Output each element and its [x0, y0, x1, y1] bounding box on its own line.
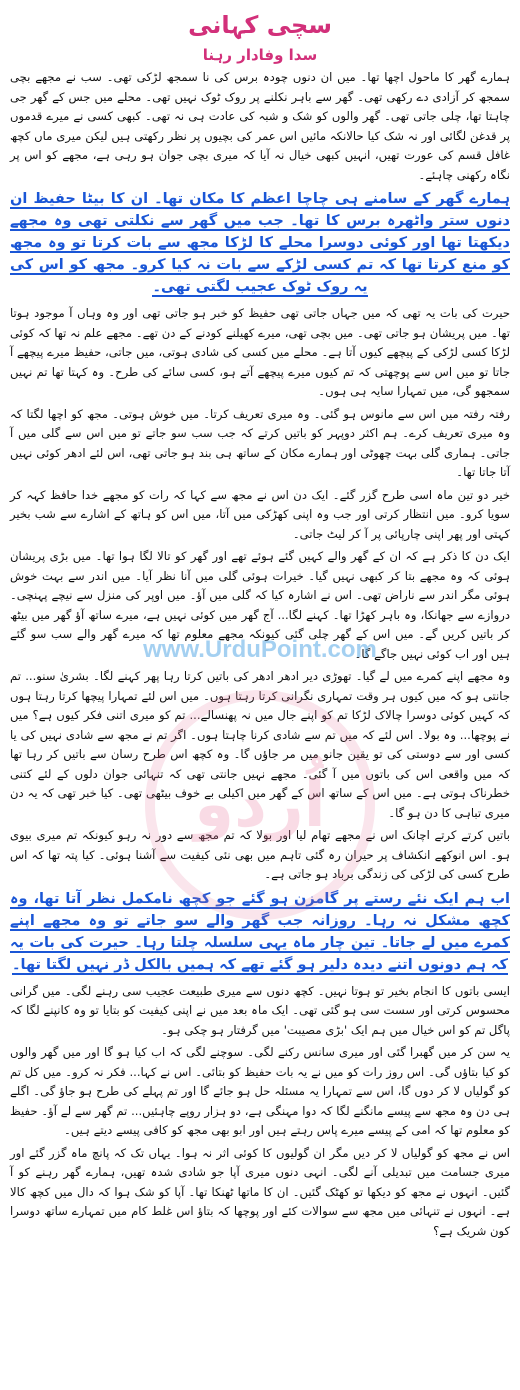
watermark-site: www.UrduPoint.com: [143, 636, 377, 663]
paragraph: وہ مجھے اپنے کمرے میں لے گیا۔ تھوڑی دیر ادھر ادھر کی باتیں کرتا رہا پھر کہنے لگا۔ بشریٰ سنو... تم جانتی ہو کہ میں کیوں ہر وقت تمہاری نگرانی کرتا رہتا ہوں۔ میں اس لئے تمہارا پیچھا کرتا رہتا ہوں کہ کہیں کوئی دوسرا چالاک لڑکا تم کو اپنے جال میں نہ پھنسالے... تم کو میری اتنی فکر کیوں ہے؟ میں نے پوچھا... وہ بولا۔ اس لئے کہ میں تم سے شادی کرنا چاہتا ہوں۔ اگر تم نے مجھ سے شادی نہیں کی یا کسی اور سے دوستی کی تو یقین جانو میں مر جاؤں گا۔ وہ کچھ اس طرح رسان سے باتیں کر رہا تھا کہ میں واقعی اس کی باتوں میں آ گئی۔ مجھے نہیں جانتی تھی کہ تنہائی جوان دلوں کے لئے کتنی خطرناک ہوتی ہے۔ میں اس کے ساتھ اس کے گھر میں اکیلی بے خوف بیٹھی تھی۔ کیا خبر تھی کہ یہ دن میری تباہی کا دن ہو گا۔: [10, 669, 510, 820]
highlighted-paragraph: [10, 188, 510, 298]
page-title: سچی کہانی: [188, 11, 332, 39]
highlighted-paragraph: [10, 888, 510, 976]
watermark-mark: اُردو: [194, 768, 326, 842]
paragraph: باتیں کرتے کرتے اچانک اس نے مجھے تھام لیا اور بولا کہ تم مجھ سے دور نہ رہو کیونکہ تم میری بیوی ہو۔ اس انوکھے انکشاف پر حیران رہ گئی تاہم میں بھی نئی کیفیت سے آشنا ہوئی۔ کیا پتہ تھا کہ اس طرح کسی کی لڑکی کی زندگی برباد ہو جاتی ہے۔: [10, 828, 510, 881]
paragraph: رفتہ رفتہ میں اس سے مانوس ہو گئی۔ وہ میری تعریف کرتا۔ میں خوش ہوتی۔ مجھ کو اچھا لگتا کہ وہ میری تعریف کرے۔ ہم اکثر دوپہر کو باتیں کرتے کہ جب سب سو جاتے تو میں اس سے گلی میں آ جاتی۔ ہماری گلی بہت چھوٹی اور ہمارے مکان کے ساتھ ہی بند ہو جاتی تھی، اس لئے ادھر کوئی نہیں آتا جاتا تھا۔: [10, 406, 510, 479]
article-body: [10, 68, 510, 1241]
paragraph: یہ سن کر میں گھبرا گئی اور میری سانس رکنے لگی۔ سوچنے لگی کہ اب کیا ہو گا اور میں گھر والوں کو کیا بتاؤں گی۔ اس روز رات کو میں نے یہ بات حفیظ کو بتائی۔ اس نے کہا... فکر نہ کرو۔ میں کل تم کو گولیاں لا کر دوں گا، اس سے تمہارا یہ مسئلہ حل ہو جائے گا اور تم پہلے کی طرح ہو جاؤ گی۔ اگلے ہی دن وہ مجھ سے پیسے مانگنے لگا کہ دوا مہنگی ہے، دو ہزار روپے چاہئیں... تم گھر سے لے آؤ۔ حفیظ کو معلوم تھا کہ امی کے پیسے میرے پاس رہتے ہیں اور ابو بھی مجھ کو کافی پیسے دیتے ہیں۔: [10, 1045, 510, 1137]
paragraph: حیرت کی بات یہ تھی کہ میں جہاں جاتی تھی حفیظ کو خبر ہو جاتی تھی اور وہ وہاں آ موجود ہوتا تھا۔ میں پریشان ہو جاتی تھی۔ میں بچی تھی، میرے کھیلنے کودنے کے دن تھے۔ مجھے علم نہ تھا کہ کوئی لڑکا کسی لڑکی کے پیچھے کیوں آتا ہے۔ محلے میں کسی کی شادی ہوتی، میں جاتی، حفیظ میرے پیچھے آ جاتا تو میں اس سے پوچھتی کہ تم کیوں میرے پیچھے آتے ہو، کسی سائے کی طرح۔ وہ کہتا تھا تم نہیں سمجھو گی، میں تمہارا سایہ ہی ہوں۔: [10, 306, 510, 398]
page-subtitle: سدا وفادار رہنا: [202, 46, 318, 64]
paragraph: خیر دو تین ماہ اسی طرح گزر گئے۔ ایک دن اس نے مجھ سے کہا کہ رات کو مجھے خدا حافظ کہہ کر سویا کرو۔ میں انتظار کرتی اور جب وہ اپنی کھڑکی میں آتا، میں اس کو ہاتھ کے اشارے سے شب بخیر کہتی اور پھر اپنی چارپائی پر آ کر لیٹ جاتی۔: [10, 487, 510, 541]
paragraph: ہمارے گھر کا ماحول اچھا تھا۔ میں ان دنوں چودہ برس کی نا سمجھ لڑکی تھی۔ سب نے مجھے بچی سمجھ کر آزادی دے رکھی تھی۔ گھر سے باہر نکلنے پر روک ٹوک نہیں تھی۔ محلے میں جس کے گھر جی چاہتا تھا، چلی جاتی تھی۔ گھر والوں کو شک و شبہ کی عادت ہی نہ تھی۔ کبھی کسی نے میرے قدموں پر قدغن لگائی اور نہ شک کیا حالانکہ مائیں اس عمر کی بچیوں پر نظر رکھتی ہیں لیکن میری ماں کچھ غافل قسم کی عورت تھیں، انہیں کبھی خیال نہ آیا کہ میری بچی جوان ہو رہی ہے، مجھے کو اس پر نگاہ رکھنی چاہئے۔: [10, 70, 510, 182]
highlighted-paragraph-text: اب ہم ایک نئے رستے پر گامزن ہو گئے جو کچھ نامکمل نظر آتا تھا، وہ کچھ مشکل نہ رہا۔ روزانہ جب گھر والے سو جاتے تو وہ مجھے اپنے کمرے میں لے جاتا۔ تین چار ماہ یہی سلسلہ چلتا رہا۔ حیرت کی بات یہ کہ ہم دونوں اتنے دیدہ دلیر ہو گئے تھے کہ ہمیں بالکل ڈر نہیں لگتا تھا۔: [10, 890, 510, 973]
highlighted-paragraph-text: ہمارے گھر کے سامنے ہی چاچا اعظم کا مکان تھا۔ ان کا بیٹا حفیظ ان دنوں ستر واٹھرہ برس کا تھا۔ جب میں گھر سے نکلتی تھی وہ مجھے دیکھتا تھا اور کوئی دوسرا محلے کا لڑکا مجھ سے بات کرتا تو وہ مجھ کو منع کرتا تھا کہ تم کسی لڑکے سے بات نہ کیا کرو۔ مجھ کو اس کی یہ روک ٹوک عجیب لگتی تھی۔: [10, 191, 510, 295]
paragraph: ایک دن کا ذکر ہے کہ ان کے گھر والے کہیں گئے ہوئے تھے اور گھر کو تالا لگا ہوا تھا۔ میں بڑی پریشان ہوئی کہ وہ مجھے بتا کر کبھی نہیں گیا۔ خیرات ہوئی گلی میں آنا نظر آیا۔ میں اندر سے بہت خوش ہوئی مگر اندر سے ناراض تھی۔ اس نے اشارہ کیا کہ گلی میں آؤ۔ میں اوپر کی منزل سے نیچے پہنچی۔ دروازے سے جھانکا، وہ باہر کھڑا تھا۔ کہنے لگا... آج گھر میں کوئی نہیں ہے، میرے ساتھ آؤ گھر میں بیٹھ کر باتیں کریں گے۔ میں اس کے گھر چلی گئی کیونکہ مجھے معلوم تھا کہ میرے گھر والے سب سو گئے ہیں اور اب کوئی نہیں جاگے گا۔: [10, 549, 510, 661]
paragraph: ایسی باتوں کا انجام بخیر تو ہوتا نہیں۔ کچھ دنوں سے میری طبیعت عجیب سی رہنے لگی۔ میں گرانی محسوس کرتی اور سست سی ہو گئی تھی۔ ایک ماہ بعد میں نے اپنی کیفیت کو بتایا تو وہ کانپنے لگا کہ پاگل تم کو اس خیال میں ہم ایک 'بڑی مصیبت' میں گرفتار ہو چکی ہو۔: [10, 983, 510, 1037]
paragraph: اس نے مجھ کو گولیاں لا کر دیں مگر ان گولیوں کا کوئی اثر نہ ہوا۔ یہاں تک کہ پانچ ماہ گزر گئے اور میری جسامت میں تبدیلی آنے لگی۔ انہی دنوں میری آپا جو شادی شدہ تھیں، ہمارے گھر رہنے کو آ گئیں۔ انہوں نے مجھ کو دیکھا تو کھٹک گئیں۔ ان کا ماتھا ٹھنکا تھا۔ آپا کو شک ہوا کہ دال میں کچھ کالا ہے۔ انہوں نے تنہائی میں مجھ سے سوالات کئے اور پوچھا کہ بتاؤ اس غلط کام میں تمہارے ساتھ دوسرا کون شریک ہے؟: [10, 1145, 510, 1238]
